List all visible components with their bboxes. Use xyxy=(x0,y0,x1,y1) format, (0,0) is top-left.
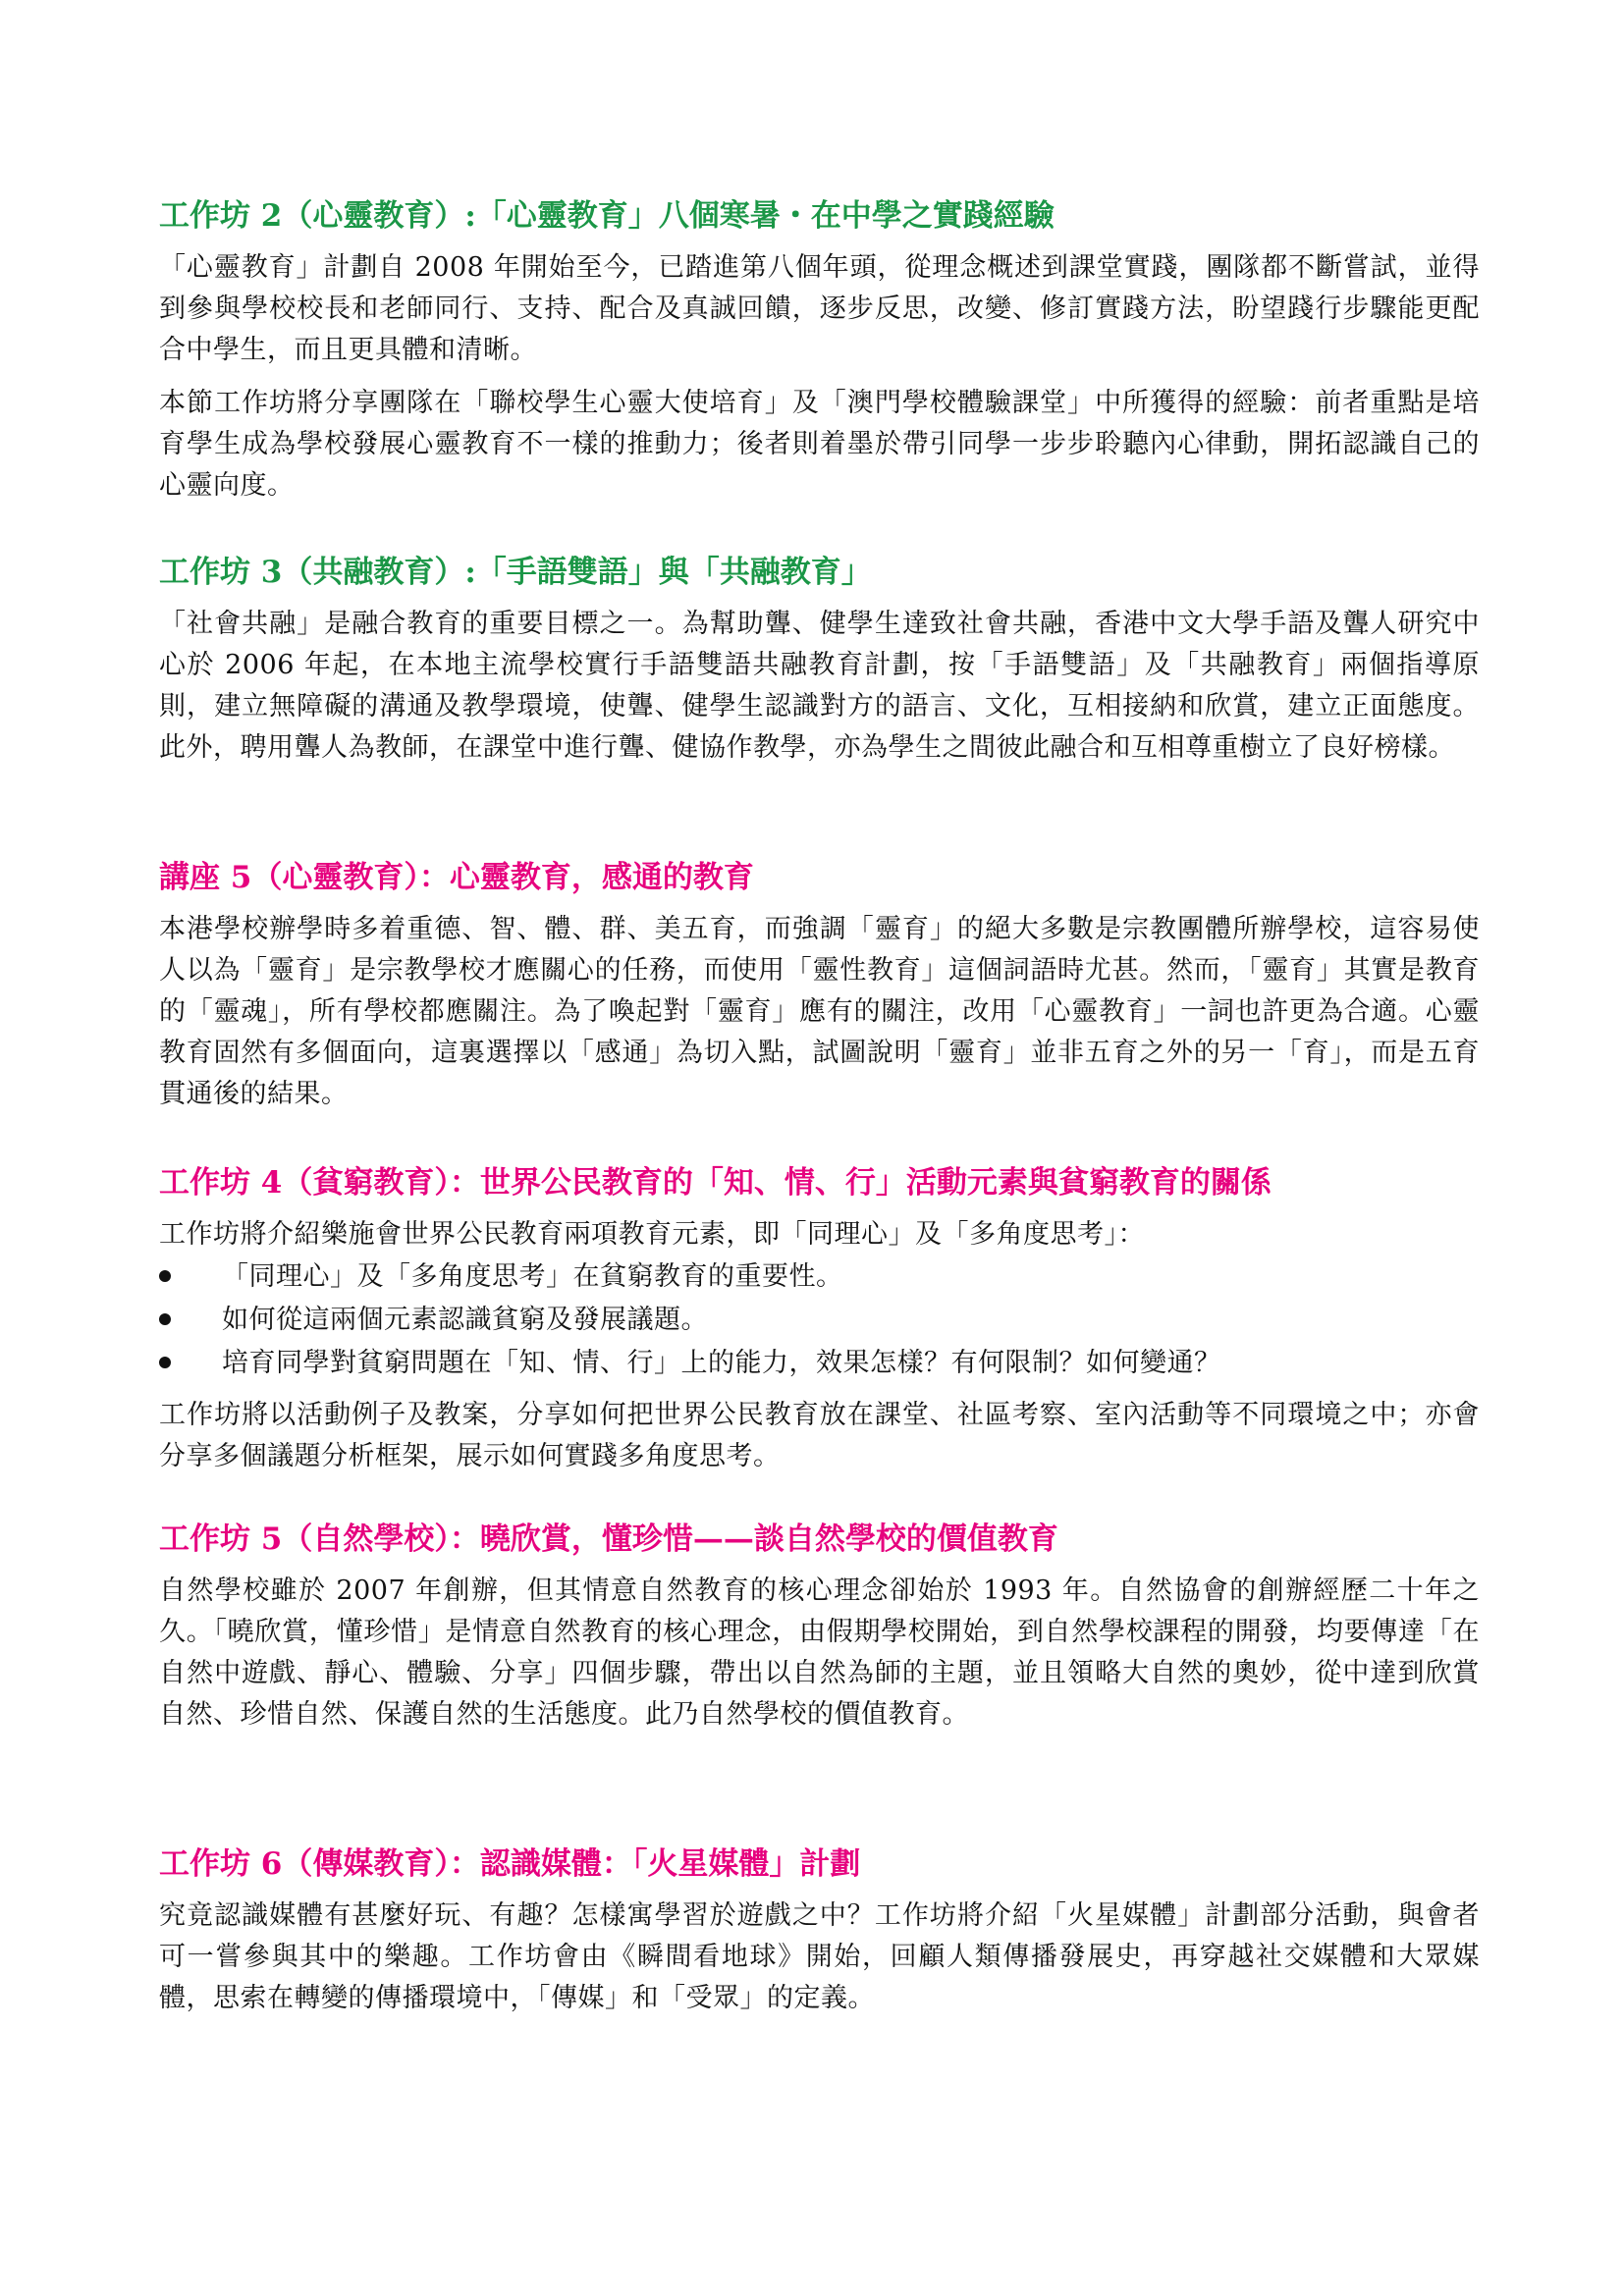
section-workshop-4 xyxy=(159,1161,1480,1477)
section-paragraph: 「社會共融」是融合教育的重要目標之一。為幫助聾、健學生達致社會共融，香港中文大學手語及聾人研究中心於 2006 年起，在本地主流學校實行手語雙語共融教育計劃，按「手語雙語」及「共融教育」兩個指導原則，建立無障礙的溝通及教學環境，使聾、健學生認識對方的語言、文化，互相接納和欣賞，建立正面態度。此外，聘用聾人為教師，在課堂中進行聾、健協作教學，亦為學生之間彼此融合和互相尊重樹立了良好榜樣。 xyxy=(159,609,1480,763)
section-paragraph: 本節工作坊將分享團隊在「聯校學生心靈大使培育」及「澳門學校體驗課堂」中所獲得的經驗：前者重點是培育學生成為學校發展心靈教育不一樣的推動力；後者則着墨於帶引同學一步步聆聽內心律動，開拓認識自己的心靈向度。 xyxy=(159,388,1480,501)
bullet-dot-icon xyxy=(159,1357,171,1368)
bullet-list xyxy=(159,1255,1480,1385)
section-heading: 工作坊 6（傳媒教育）：認識媒體：「火星媒體」計劃 xyxy=(159,1846,861,1882)
section-workshop-3 xyxy=(159,551,1480,769)
list-item-text: 如何從這兩個元素認識貧窮及發展議題。 xyxy=(222,1305,708,1335)
bullet-dot-icon xyxy=(159,1313,171,1325)
section-paragraph: 本港學校辦學時多着重德、智、體、群、美五育，而強調「靈育」的絕大多數是宗教團體所辦學校，這容易使人以為「靈育」是宗教學校才應關心的任務，而使用「靈性教育」這個詞語時尤甚。然而，「靈育」其實是教育的「靈魂」，所有學校都應關注。為了喚起對「靈育」應有的關注，改用「心靈教育」一詞也許更為合適。心靈教育固然有多個面向，這裏選擇以「感通」為切入點，試圖說明「靈育」並非五育之外的另一「育」，而是五育貫通後的結果。 xyxy=(159,914,1480,1109)
list-item xyxy=(159,1342,1480,1385)
list-item xyxy=(159,1299,1480,1342)
section-heading: 工作坊 4（貧窮教育）：世界公民教育的「知、情、行」活動元素與貧窮教育的關係 xyxy=(159,1165,1272,1201)
list-item xyxy=(159,1255,1480,1299)
section-workshop-5 xyxy=(159,1518,1480,1735)
section-heading: 工作坊 3（共融教育）:「手語雙語」與「共融教育」 xyxy=(159,555,872,590)
section-workshop-2 xyxy=(159,194,1480,507)
list-item-text: 「同理心」及「多角度思考」在貧窮教育的重要性。 xyxy=(222,1261,843,1292)
section-paragraph: 「心靈教育」計劃自 2008 年開始至今，已踏進第八個年頭，從理念概述到課堂實踐，團隊都不斷嘗試，並得到參與學校校長和老師同行、支持、配合及真誠回饋，逐步反思，改變、修訂實踐方法，盼望踐行步驟能更配合中學生，而且更具體和清晰。 xyxy=(159,252,1480,365)
section-heading: 工作坊 5（自然學校）：曉欣賞，懂珍惜——談自然學校的價值教育 xyxy=(159,1522,1058,1557)
section-workshop-6 xyxy=(159,1842,1480,2019)
section-paragraph: 自然學校雖於 2007 年創辦，但其情意自然教育的核心理念卻始於 1993 年。自然協會的創辦經歷二十年之久。「曉欣賞，懂珍惜」是情意自然教育的核心理念，由假期學校開始，到自然學校課程的開發，均要傳達「在自然中遊戲、靜心、體驗、分享」四個步驟，帶出以自然為師的主題，並且領略大自然的奧妙，從中達到欣賞自然、珍惜自然、保護自然的生活態度。此乃自然學校的價值教育。 xyxy=(159,1575,1480,1730)
section-intro: 工作坊將介紹樂施會世界公民教育兩項教育元素，即「同理心」及「多角度思考」： xyxy=(159,1219,1145,1250)
section-heading: 講座 5（心靈教育）：心靈教育，感通的教育 xyxy=(159,860,754,895)
section-lecture-5 xyxy=(159,856,1480,1115)
section-heading: 工作坊 2（心靈教育）:「心靈教育」八個寒暑・在中學之實踐經驗 xyxy=(159,198,1055,234)
section-paragraph: 工作坊將以活動例子及教案，分享如何把世界公民教育放在課堂、社區考察、室內活動等不同環境之中；亦會分享多個議題分析框架，展示如何實踐多角度思考。 xyxy=(159,1400,1480,1471)
section-paragraph: 究竟認識媒體有甚麼好玩、有趣？怎樣寓學習於遊戲之中？工作坊將介紹「火星媒體」計劃部分活動，與會者可一嘗參與其中的樂趣。工作坊會由《瞬間看地球》開始，回顧人類傳播發展史，再穿越社交媒體和大眾媒體，思索在轉變的傳播環境中，「傳媒」和「受眾」的定義。 xyxy=(159,1900,1480,2013)
list-item-text: 培育同學對貧窮問題在「知、情、行」上的能力，效果怎樣？有何限制？如何變通？ xyxy=(222,1348,1221,1378)
bullet-dot-icon xyxy=(159,1270,171,1282)
